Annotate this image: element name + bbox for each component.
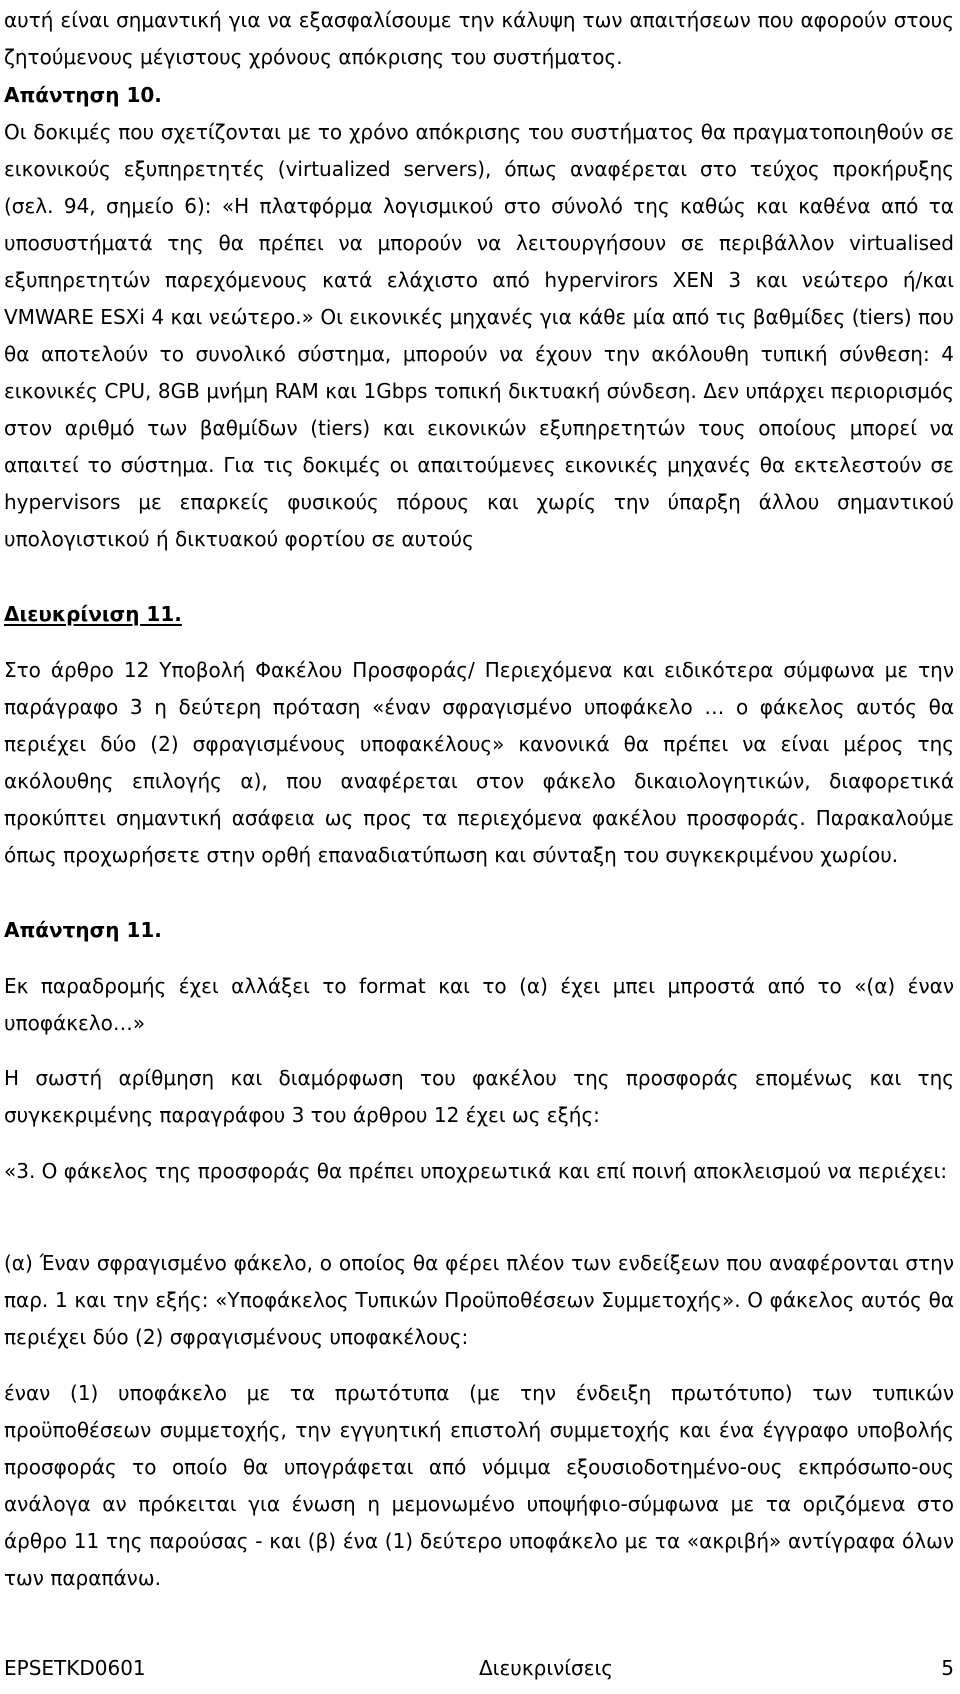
heading-clarification-11: Διευκρίνιση 11. xyxy=(4,602,182,626)
paragraph-answer-10: Οι δοκιμές που σχετίζονται με το χρόνο απόκρισης του συστήματος θα πραγματοποιηθούν σε εικονικούς εξυπηρετητές (virtualized servers), όπως αναφέρεται στο τεύχος προκήρυξης (σελ. 94, σημείο 6): «Η πλατφόρμα λογισμικού στο σύνολό της καθώς και καθένα από τα υποσυστήματά της θα πρέπει να μπορούν να λειτουργήσουν σε περιβάλλον virtualised εξυπηρετητών παρεχόμενους κατά ελάχιστο από hypervirors XEN 3 και νεώτερο ή/και VMWARE ESXi 4 και νεώτερο.» Οι εικονικές μηχανές για κάθε μία από τις βαθμίδες (tiers) που θα αποτελούν το συνολικό σύστημα, μπορούν να έχουν την ακόλουθη τυπική σύνθεση: 4 εικονικές CPU, 8GB μνήμη RAM και 1Gbps τοπική δικτυακή σύνδεση. Δεν υπάρχει περιορισμός στον αριθμό των βαθμίδων (tiers) και εικονικών εξυπηρετητών τους οποίους μπορεί να απαιτεί το σύστημα. Για τις δοκιμές οι απαιτούμενες εικονικές μηχανές θα εκτελεστούν σε hypervisors με επαρκείς φυσικούς πόρους και χωρίς την ύπαρξη άλλου σημαντικού υπολογιστικού ή δικτυακού φορτίου σε αυτούς xyxy=(4,120,954,551)
footer-page-number: 5 xyxy=(941,1656,954,1680)
paragraph-point-a: (α) Έναν σφραγισμένο φάκελο, ο οποίος θα φέρει πλέον των ενδείξεων που αναφέρονται στην παρ. 1 και την εξής: «Υποφάκελος Τυπικών Προϋποθέσεων Συμμετοχής». Ο φάκελος αυτός θα περιέχει δύο (2) σφραγισμένους υποφακέλους: xyxy=(4,1251,954,1349)
footer-section-title: Διευκρινίσεις xyxy=(479,1656,614,1680)
paragraph-intro: αυτή είναι σημαντική για να εξασφαλίσουμε την κάλυψη των απαιτήσεων που αφορούν στους ζητούμενους μέγιστους χρόνους απόκρισης του συστήματος. xyxy=(4,8,954,69)
paragraph-answer-11-note: Εκ παραδρομής έχει αλλάξει το format και το (α) έχει μπει μπροστά από το «(α) έναν υποφάκελο…» xyxy=(4,974,954,1035)
paragraph-numbering: Η σωστή αρίθμηση και διαμόρφωση του φακέλου της προσφοράς επομένως και της συγκεκριμένης παραγράφου 3 του άρθρου 12 έχει ως εξής: xyxy=(4,1066,954,1127)
heading-answer-10: Απάντηση 10. xyxy=(4,83,162,107)
paragraph-subfolder: έναν (1) υποφάκελο με τα πρωτότυπα (με την ένδειξη πρωτότυπο) των τυπικών προϋποθέσεων συμμετοχής, την εγγυητική επιστολή συμμετοχής και ένα έγγραφο υποβολής προσφοράς το οποίο θα υπογράφεται από νόμιμα εξουσιοδοτημένο-ους εκπρόσωπο-ους ανάλογα αν πρόκειται για ένωση η μεμονωμένο υποψήφιο-σύμφωνα με τα οριζόμενα στο άρθρο 11 της παρούσας - και (β) ένα (1) δεύτερο υποφάκελο με τα «ακριβή» αντίγραφα όλων των παραπάνω. xyxy=(4,1381,954,1590)
paragraph-point-3: «3. Ο φάκελος της προσφοράς θα πρέπει υποχρεωτικά και επί ποινή αποκλεισμού να περιέχει: xyxy=(4,1159,948,1183)
paragraph-clarification-11: Στο άρθρο 12 Υποβολή Φακέλου Προσφοράς/ Περιεχόμενα και ειδικότερα σύμφωνα με την παράγραφο 3 η δεύτερη πρόταση «έναν σφραγισμένο υποφάκελο … ο φάκελος αυτός θα περιέχει δύο (2) σφραγισμένους υποφακέλους» κανονικά θα πρέπει να είναι μέρος της ακόλουθης επιλογής α), που αναφέρεται στον φάκελο δικαιολογητικών, διαφορετικά προκύπτει σημαντική ασάφεια ως προς τα περιεχόμενα φακέλου προσφοράς. Παρακαλούμε όπως προχωρήσετε στην ορθή επαναδιατύπωση και σύνταξη του συγκεκριμένου χωρίου. xyxy=(4,658,954,867)
heading-answer-11: Απάντηση 11. xyxy=(4,918,162,942)
footer-doc-code: EPSETKD0601 xyxy=(4,1656,146,1680)
